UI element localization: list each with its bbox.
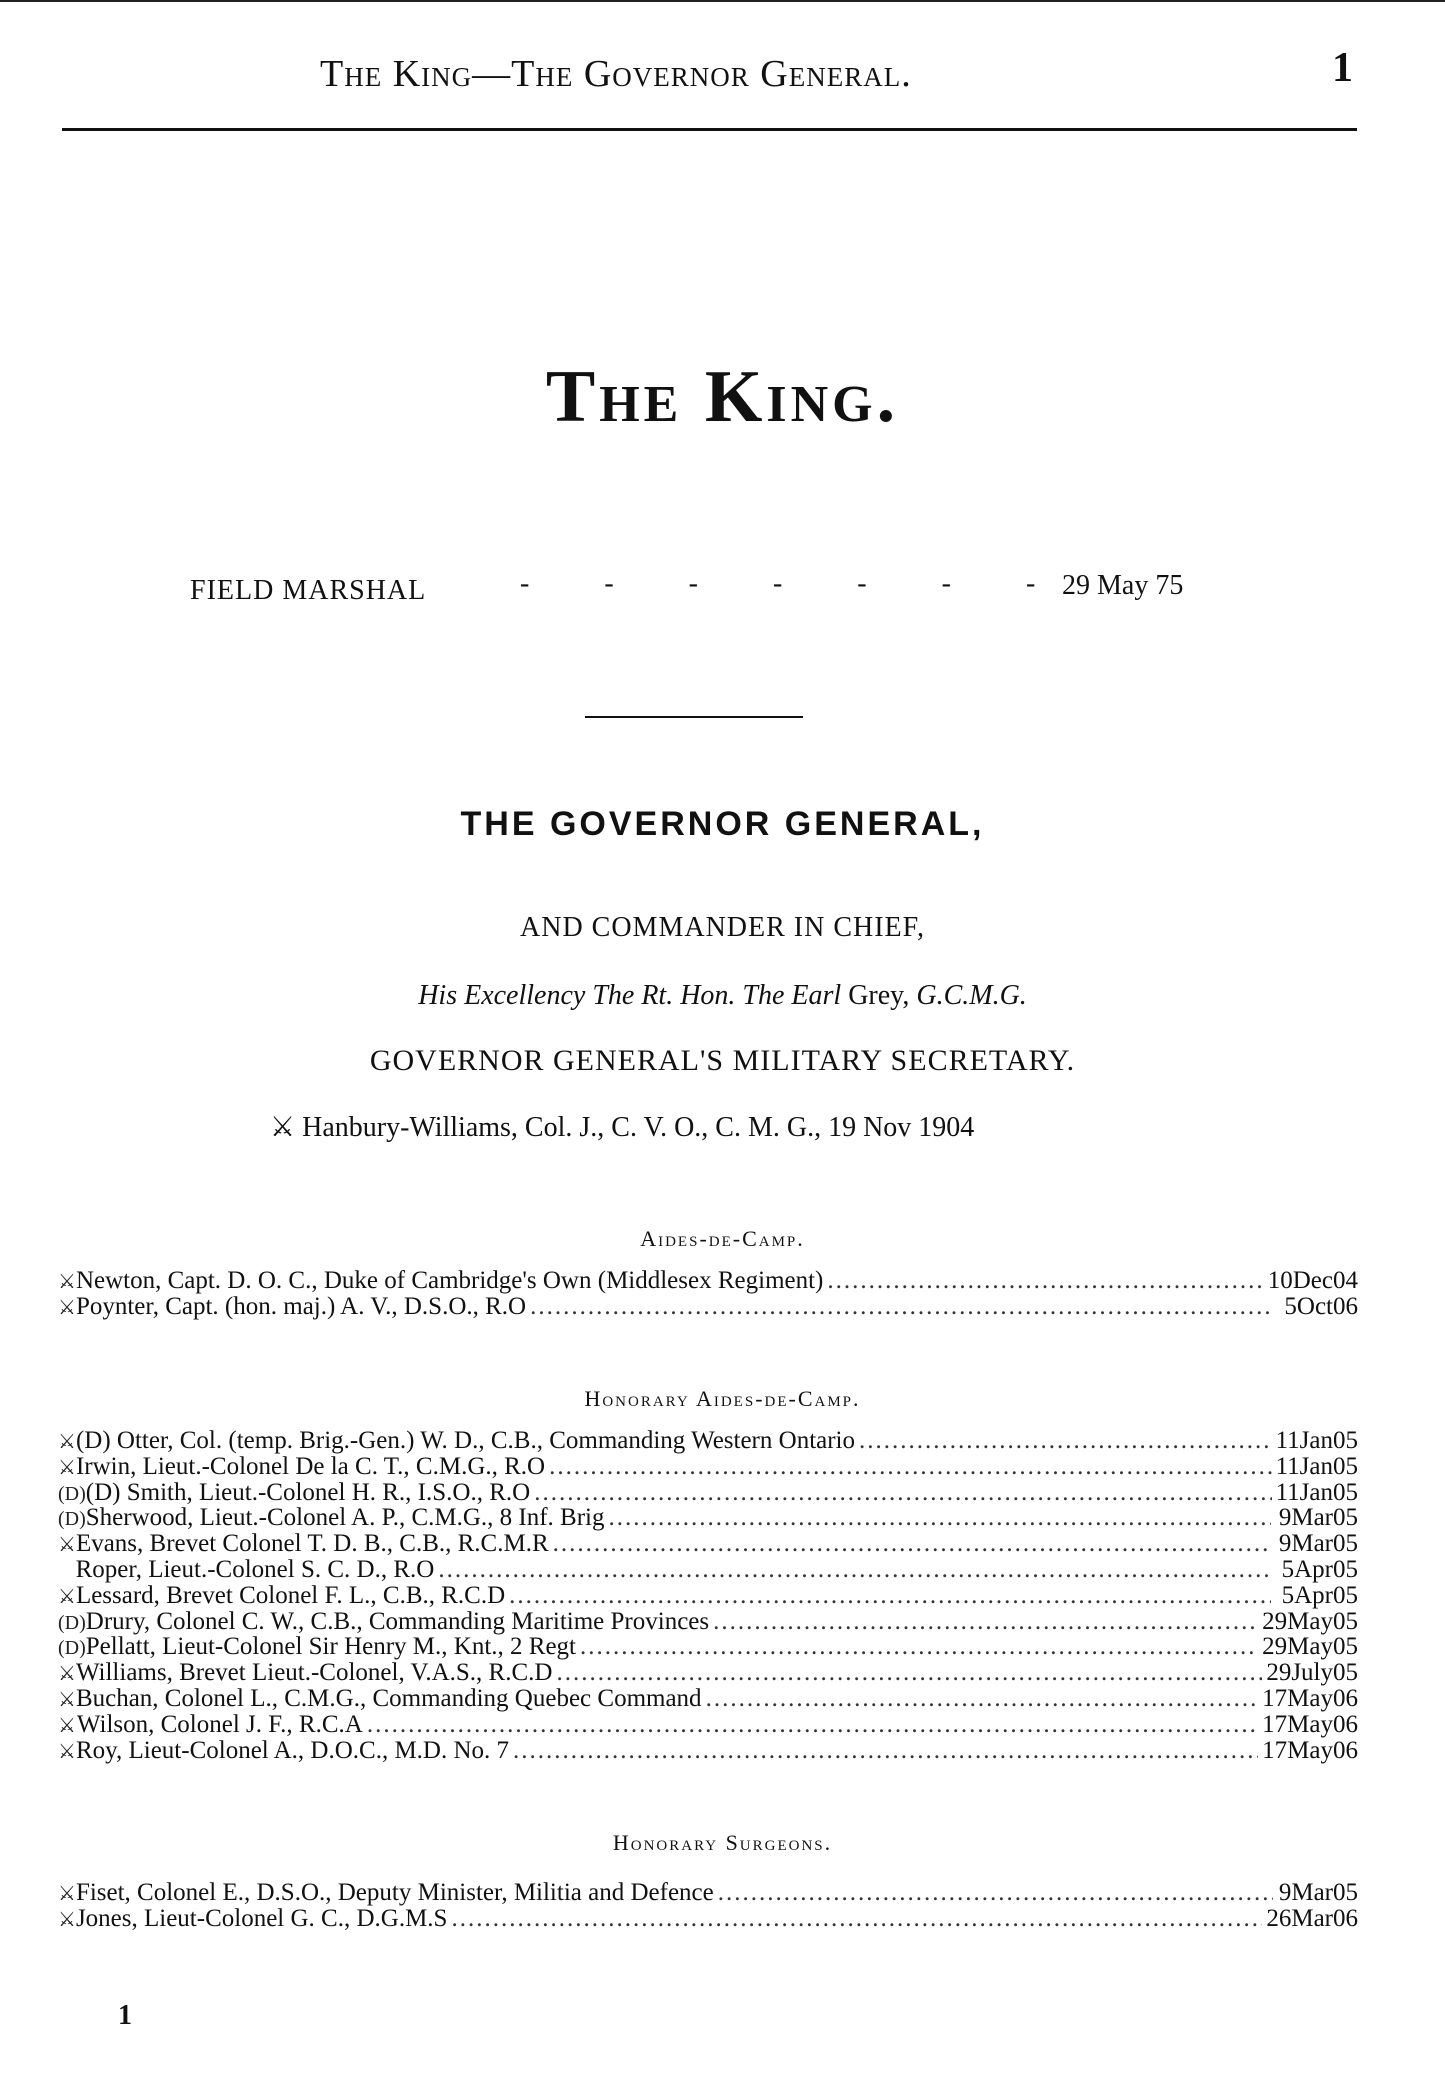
swords-icon: ⚔ [58,1663,76,1686]
field-marshal-leader: - - - - - - - [520,568,1070,599]
entry-month: July [1291,1659,1333,1687]
entry-name: Fiset, Colonel E., D.S.O., Deputy Minister, Militia and Defence [75,1879,714,1906]
entry-year: 05 [1333,1555,1358,1583]
honorary-aides-list [58,1428,1358,1763]
entry-name: Evans, Brevet Colonel T. D. B., C.B., R.C.M.R [75,1530,549,1558]
military-secretary-name: Hanbury-Williams, Col. J., C. V. O., C. M. G., 19 Nov 1904 [302,1112,975,1143]
entry-year: 06 [1333,1904,1358,1932]
entry-name: Newton, Capt. D. O. C., Duke of Cambridge's Own (Middlesex Regiment) [75,1267,824,1294]
swords-icon: ⚔ [58,1688,76,1711]
dot-leader [513,1738,1258,1764]
dot-leader [367,1712,1258,1738]
swords-icon: ⚔ [58,1908,76,1931]
entry-month: May [1287,1607,1333,1635]
entry-month: Jan [1299,1452,1333,1480]
entry-day: 17 [1262,1736,1288,1764]
header-rule [62,128,1357,131]
entry-day: 5 [1281,1581,1295,1609]
honorary-surgeons-heading: Honorary Surgeons. [612,1830,833,1855]
list-item [58,1686,1358,1712]
entry-day: 29 [1262,1607,1288,1635]
entry-name: Drury, Colonel C. W., C.B., Commanding Maritime Provinces [85,1607,710,1635]
dot-leader [530,1294,1274,1320]
top-edge-rule [0,0,1445,2]
entry-month: Jan [1299,1478,1333,1506]
entry-month: Jan [1299,1427,1333,1454]
governor-general-heading: THE GOVERNOR GENERAL, [460,805,985,843]
dot-leader [580,1634,1258,1660]
entry-month: May [1287,1736,1333,1764]
aides-list [58,1268,1358,1320]
dot-leader [609,1505,1271,1531]
list-item [58,1428,1358,1454]
entry-name: Irwin, Lieut.-Colonel De la C. T., C.M.G., R.O [75,1452,546,1480]
aides-heading: Aides-de-Camp. [640,1226,805,1251]
page-title: The King. [545,356,900,438]
swords-icon: ⚔ [58,1534,76,1557]
excellency-line [0,980,1445,1012]
entry-day: 11 [1275,1427,1300,1454]
page-number: 1 [1332,45,1353,91]
list-item [58,1660,1358,1686]
entry-day: 9 [1278,1879,1292,1906]
dot-leader [706,1686,1259,1712]
entry-day: 5 [1284,1292,1297,1320]
swords-icon: ⚔ [58,1431,76,1453]
list-item [58,1609,1358,1635]
entry-name: Sherwood, Lieut.-Colonel A. P., C.M.G., 8 Inf. Brig [85,1504,605,1532]
entry-name: Buchan, Colonel L., C.M.G., Commanding Quebec Command [75,1684,702,1712]
entry-year: 06 [1333,1710,1358,1738]
entry-name: Jones, Lieut-Colonel G. C., D.G.M.S [75,1904,448,1932]
entry-year: 05 [1333,1879,1358,1906]
dot-leader [438,1557,1269,1583]
entry-day: 29 [1262,1633,1288,1661]
entry-day: 11 [1275,1452,1300,1480]
excellency-honours: G.C.M.G. [916,980,1027,1011]
section-divider [585,716,803,718]
excellency-name: Grey, [841,980,917,1011]
entry-year: 05 [1333,1633,1358,1661]
entry-year: 06 [1333,1684,1358,1712]
swords-icon: ⚔ [270,1112,296,1143]
dot-leader [713,1609,1258,1635]
dot-leader [556,1660,1262,1686]
dot-leader [534,1480,1271,1506]
entry-day: 17 [1262,1710,1288,1738]
entry-year: 05 [1333,1530,1358,1558]
list-item [58,1268,1358,1294]
dot-leader [509,1583,1271,1609]
dot-leader [549,1454,1271,1480]
honorary-aides-heading: Honorary Aides-de-Camp. [584,1386,861,1411]
entry-month: May [1287,1710,1333,1738]
entry-name: Williams, Brevet Lieut.-Colonel, V.A.S., R.C.D [75,1659,553,1687]
list-item [58,1531,1358,1557]
entry-month: Oct [1296,1292,1333,1320]
entry-day: 5 [1281,1555,1295,1583]
entry-month: Mar [1291,1879,1333,1906]
entry-year: 05 [1333,1452,1358,1480]
entry-year: 05 [1333,1478,1358,1506]
entry-year: 05 [1333,1504,1358,1532]
entry-year: 06 [1333,1292,1358,1320]
list-item [58,1294,1358,1320]
dot-leader [859,1428,1272,1454]
field-marshal-label: FIELD MARSHAL [190,575,427,606]
entry-month: May [1287,1633,1333,1661]
entry-month: Dec [1292,1267,1333,1294]
entry-year: 05 [1333,1659,1358,1687]
swords-icon: ⚔ [58,1296,76,1319]
swords-icon: ⚔ [58,1740,76,1763]
entry-month: Apr [1294,1555,1333,1583]
honorary-surgeons-list [58,1880,1358,1932]
dot-leader [827,1268,1263,1294]
entry-day: 9 [1278,1504,1292,1532]
entry-day: 17 [1262,1684,1288,1712]
swords-icon: ⚔ [58,1714,76,1737]
military-secretary-heading: GOVERNOR GENERAL'S MILITARY SECRETARY. [369,1044,1076,1077]
entry-month: Mar [1291,1530,1333,1558]
military-secretary-entry [270,1110,974,1144]
entry-month: May [1287,1684,1333,1712]
list-item [58,1880,1358,1906]
entry-day: 10 [1267,1267,1293,1294]
field-marshal-date: 29 May 75 [1062,570,1184,601]
swords-icon: ⚔ [58,1271,76,1293]
distinction-mark: (D) [58,1508,86,1531]
entry-day: 9 [1278,1530,1292,1558]
excellency-style: His Excellency The Rt. Hon. The Earl [418,980,842,1011]
entry-name: Lessard, Brevet Colonel F. L., C.B., R.C.D [75,1581,506,1609]
entry-day: 29 [1266,1659,1292,1687]
handwritten-mark: 1 [118,2000,132,2031]
entry-year: 06 [1333,1736,1358,1764]
entry-year: 05 [1333,1581,1358,1609]
swords-icon: ⚔ [58,1883,76,1905]
distinction-mark: (D) [58,1611,86,1634]
list-item [58,1505,1358,1531]
entry-year: 04 [1333,1267,1358,1294]
entry-day: 26 [1266,1904,1292,1932]
entry-month: Mar [1291,1504,1333,1532]
swords-icon: ⚔ [58,1585,76,1608]
entry-name: Poynter, Capt. (hon. maj.) A. V., D.S.O., R.O [75,1292,527,1320]
entry-name: Pellatt, Lieut-Colonel Sir Henry M., Knt., 2 Regt [85,1633,576,1661]
list-item [58,1712,1358,1738]
list-item [58,1454,1358,1480]
entry-year: 05 [1333,1607,1358,1635]
commander-in-chief-heading: AND COMMANDER IN CHIEF, [520,912,925,943]
entry-name: Roy, Lieut-Colonel A., D.O.C., M.D. No. 7 [75,1736,510,1764]
swords-icon: ⚔ [58,1456,76,1479]
entry-name: Roper, Lieut.-Colonel S. C. D., R.O [75,1555,435,1583]
entry-name: Wilson, Colonel J. F., R.C.A [76,1710,363,1738]
list-item [58,1634,1358,1660]
entry-month: Apr [1294,1581,1333,1609]
entry-year: 05 [1333,1427,1358,1454]
running-head: The King—The Governor General. [320,53,912,95]
entry-month: Mar [1291,1904,1333,1932]
distinction-mark: (D) [58,1482,86,1505]
entry-name: (D) Otter, Col. (temp. Brig.-Gen.) W. D., C.B., Commanding Western Ontario [75,1427,856,1454]
list-item [58,1557,1358,1583]
dot-leader [718,1880,1274,1906]
distinction-mark: (D) [58,1637,86,1660]
dot-leader [553,1531,1270,1557]
list-item [58,1738,1358,1764]
list-item [58,1583,1358,1609]
list-item [58,1906,1358,1932]
list-item [58,1480,1358,1506]
entry-day: 11 [1275,1478,1300,1506]
entry-name: (D) Smith, Lieut.-Colonel H. R., I.S.O., R.O [85,1478,531,1506]
dot-leader [451,1906,1262,1932]
